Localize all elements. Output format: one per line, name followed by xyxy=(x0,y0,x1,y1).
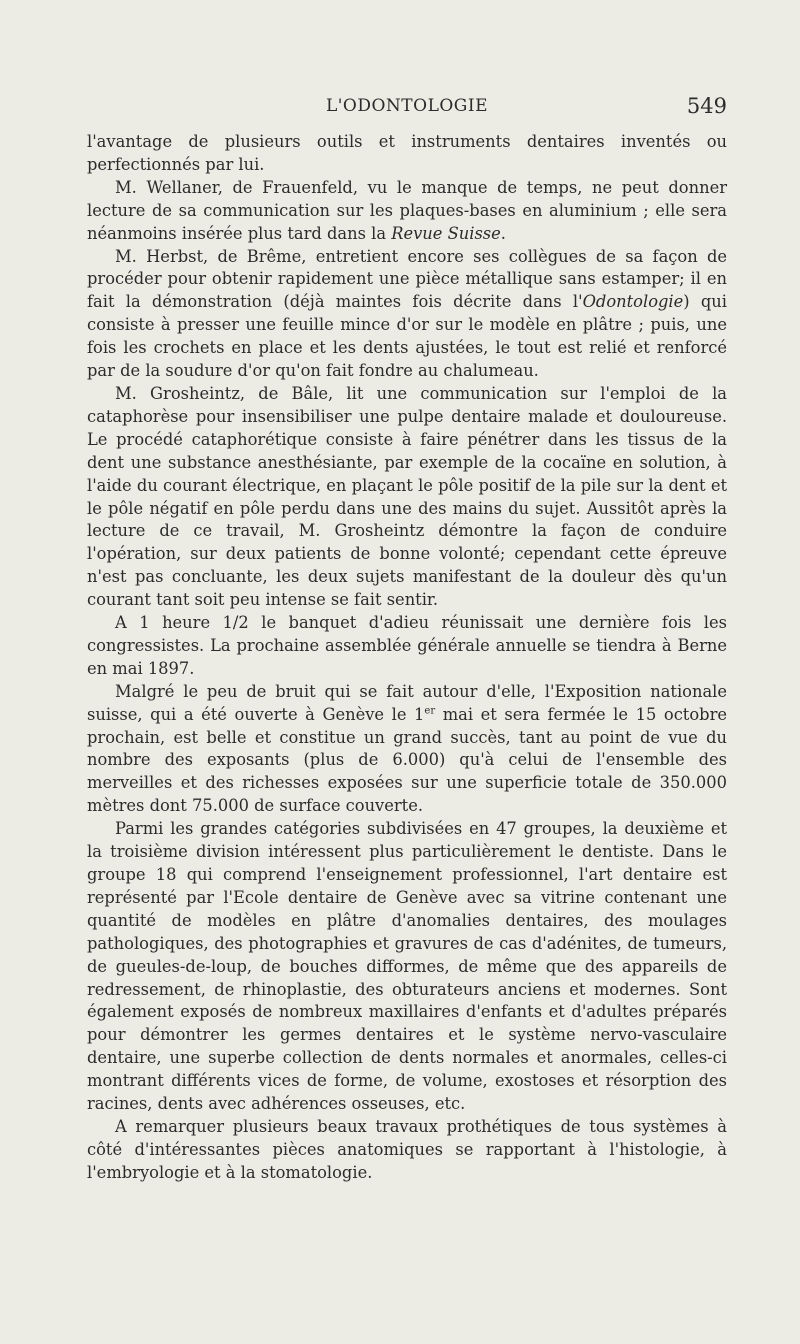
body-text xyxy=(87,131,727,1185)
paragraph-grosheintz xyxy=(87,383,727,612)
page-header xyxy=(87,94,727,122)
paragraph-banquet xyxy=(87,612,727,681)
journal-title: Odontologie xyxy=(582,292,684,312)
paragraph-text: l'avantage de plusieurs outils et instruments dentaires inventés ou perfectionnés par lui. xyxy=(87,132,727,174)
paragraph-text: M. Wellaner, de Frauenfeld, vu le manque de temps, ne peut donner lecture de sa communication sur les plaques-bases en aluminium ; elle sera néanmoins insérée plus tard dans la xyxy=(87,177,727,243)
paragraph-herbst xyxy=(87,246,727,383)
paragraph-text: A 1 heure 1/2 le banquet d'adieu réunissait une dernière fois les congressistes. La prochaine assemblée générale annuelle se tiendra à Berne en mai 1897. xyxy=(87,613,727,678)
paragraph-wellaner xyxy=(87,177,727,246)
running-head: L'ODONTOLOGIE xyxy=(325,96,489,116)
paragraph-text: M. Grosheintz, de Bâle, lit une communication sur l'emploi de la cataphorèse pour insensibiliser une pulpe dentaire malade et douloureuse. Le procédé cataphorétique consiste à faire pénétrer dans les tissus de la dent une substance anesthésiante, par exemple de la cocaïne en solution, à l'aide du courant électrique, en plaçant le pôle positif de la pile sur la dent et le pôle négatif en pôle perdu dans une des mains du sujet. Aussitôt après la lecture de ce travail, M. Grosheintz démontre la façon de conduire l'opération, sur deux patients de bonne volonté; cependant cette épreuve n'est pas concluante, les deux sujets manifestant de la douleur dès qu'un courant tant soit peu intense se fait sentir. xyxy=(87,383,727,610)
paragraph-exposition xyxy=(87,681,727,818)
superscript: er xyxy=(424,705,436,717)
journal-title: Revue Suisse xyxy=(391,223,501,243)
paragraph-text: . xyxy=(500,223,506,243)
paragraph-text: ) qui consiste à presser une feuille mince d'or sur le modèle en plâtre ; puis, une fois les crochets en place et les dents ajustées, le tout est relié et renforcé par de la soudure d'or qu'on fait fondre au chalumeau. xyxy=(87,292,727,381)
paragraph-text: M. Herbst, de Brême, entretient encore ses collègues de sa façon de procéder pour obtenir rapidement une pièce métallique sans estamper; il en fait la démonstration (déjà maintes fois décrite dans l' xyxy=(87,246,727,312)
page-number: 549 xyxy=(686,94,727,118)
paragraph-continuation xyxy=(87,131,727,177)
paragraph-categories xyxy=(87,818,727,1116)
paragraph-text: Malgré le peu de bruit qui se fait autour d'elle, l'Exposition nationale suisse, qui a été ouverte à Genève le 1 xyxy=(87,681,727,724)
paragraph-text: A remarquer plusieurs beaux travaux prothétiques de tous systèmes à côté d'intéressantes pièces anatomiques se rapportant à l'histologie, à l'embryologie et à la stomatologie. xyxy=(87,1116,727,1182)
paragraph-travaux xyxy=(87,1116,727,1185)
paragraph-text: Parmi les grandes catégories subdivisées en 47 groupes, la deuxième et la troisième division intéressent plus particulièrement le dentiste. Dans le groupe 18 qui comprend l'enseignement professionnel, l'art dentaire est représenté par l'Ecole dentaire de Genève avec sa vitrine contenant une quantité de modèles en plâtre d'anomalies dentaires, des moulages pathologiques, des photographies et gravures de cas d'adénites, de tumeurs, de gueules-de-loup, de bouches difformes, de même que des appareils de redressement, de rhinoplastie, des obturateurs anciens et modernes. Sont également exposés de nombreux maxillaires d'enfants et d'adultes préparés pour démontrer les germes dentaires et le système nervo-vasculaire dentaire, une superbe collection de dents normales et anormales, celles-ci montrant différents vices de forme, de volume, exostoses et résorption des racines, dents avec adhérences osseuses, etc. xyxy=(87,819,727,1114)
paragraph-text: mai et sera fermée le 15 octobre prochain, est belle et constitue un grand succès, tant au point de vue du nombre des exposants (plus de 6.000) qu'à celui de l'ensemble des merveilles et des richesses exposées sur une superficie totale de 350.000 mètres dont 75.000 de surface couverte. xyxy=(87,704,727,816)
